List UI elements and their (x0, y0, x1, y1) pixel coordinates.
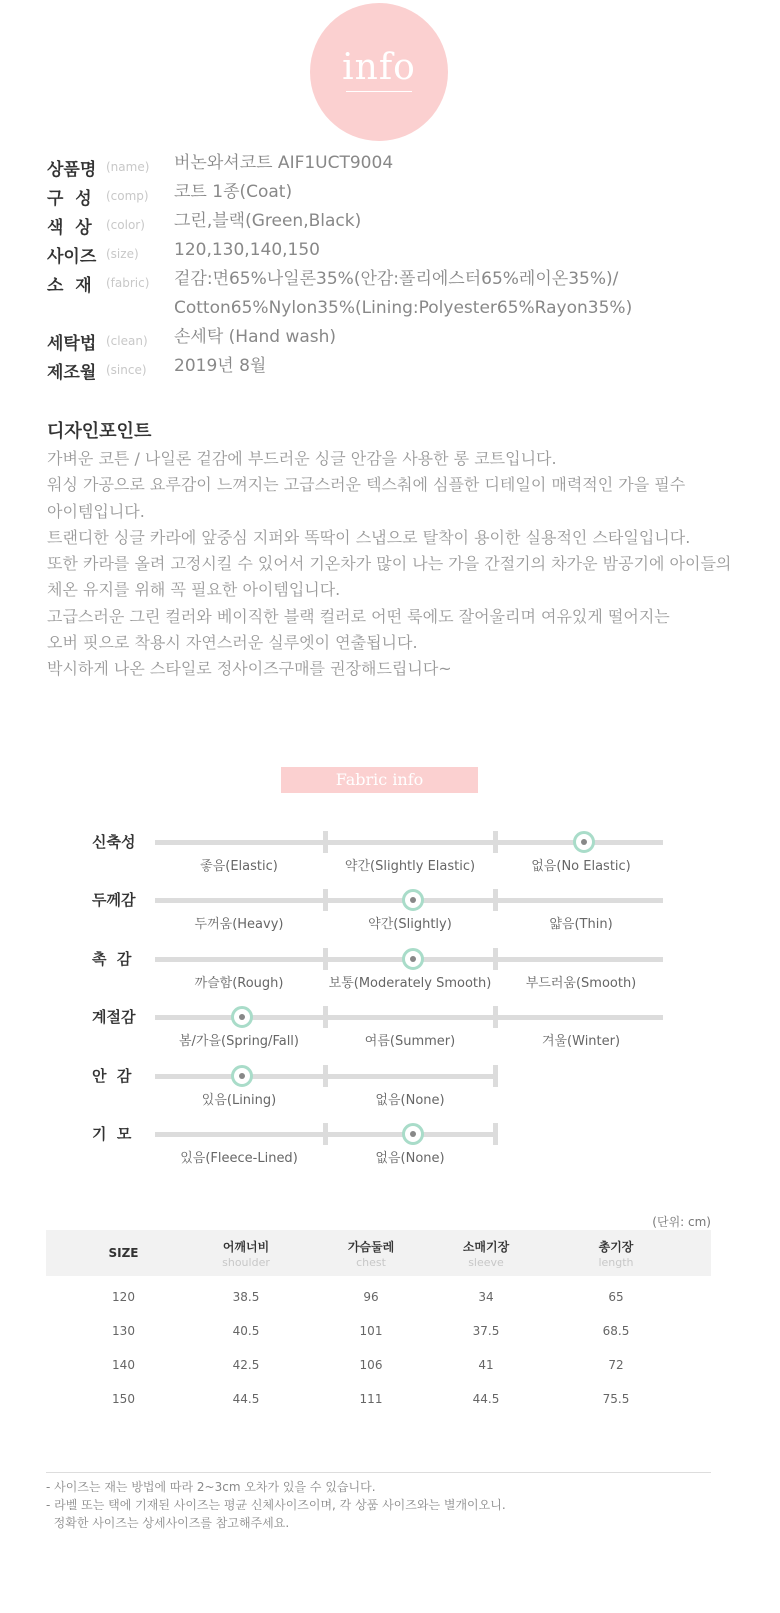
label-since: 제조월 (47, 363, 97, 383)
design-point-body (47, 446, 737, 683)
fabric-selected-marker (573, 831, 595, 853)
design-point-line: 또한 카라를 올려 고정시킬 수 있어서 기온차가 많이 나는 가을 간절기의 차가운 밤공기에 아이들의 (47, 554, 732, 574)
fabric-tick (323, 831, 328, 853)
fabric-tick (493, 889, 498, 911)
cell-chest: 96 (363, 1290, 379, 1304)
fabric-option: 약간(Slightly Elastic) (344, 859, 476, 874)
info-row-color (47, 211, 747, 240)
header-chest-en: chest (356, 1255, 386, 1269)
label-fabric: 소 재 (47, 276, 92, 296)
design-point-line: 박시하게 나온 스타일로 정사이즈구매를 권장해드립니다~ (47, 659, 452, 679)
fabric-option: 없음(None) (375, 1092, 445, 1108)
fabric-option: 있음(Fleece-Lined) (180, 1151, 298, 1166)
header-shoulder (201, 1230, 291, 1276)
cell-sleeve: 34 (478, 1290, 494, 1304)
design-point-line: 워싱 가공으로 요루감이 느껴지는 고급스러운 텍스춰에 심플한 디테일이 매력적인 가을 필수 (47, 475, 686, 495)
value-since: 2019년 8월 (174, 356, 267, 376)
label-size: 사이즈 (47, 247, 97, 267)
fabric-tick (323, 948, 328, 970)
logo-underline (346, 91, 412, 92)
cell-sleeve: 44.5 (472, 1392, 500, 1406)
fabric-row (0, 1125, 780, 1190)
fabric-option: 부드러움(Smooth) (525, 975, 637, 991)
fabric-option: 겨울(Winter) (541, 1034, 621, 1050)
fabric-option: 없음(No Elastic) (531, 859, 631, 874)
label-clean: 세탁법 (47, 334, 97, 354)
fabric-selected-marker (231, 1006, 253, 1028)
fabric-tick (323, 1065, 328, 1087)
value-fabric: 겉감:면65%나일론35%(안감:폴리에스터65%레이온35%)/ (174, 269, 619, 289)
info-row-since (47, 356, 747, 385)
header-length (521, 1230, 711, 1276)
header-length-label: 총기장 (598, 1239, 634, 1254)
table-row (46, 1348, 711, 1382)
table-row (46, 1314, 711, 1348)
label-clean-en: (clean) (106, 334, 148, 348)
cell-shoulder: 38.5 (232, 1290, 260, 1304)
design-point-line: 고급스러운 그린 컬러와 베이직한 블랙 컬러로 어떤 룩에도 잘어울리며 여유있게 떨어지는 (47, 606, 670, 626)
fabric-option: 없음(None) (375, 1151, 445, 1166)
header-size (46, 1230, 201, 1276)
label-since-en: (since) (106, 363, 147, 377)
fabric-tick (493, 948, 498, 970)
fabric-option: 봄/가을(Spring/Fall) (178, 1034, 299, 1050)
design-point-line: 트랜디한 싱글 카라에 앞중심 지퍼와 똑딱이 스냅으로 탈착이 용이한 실용적인 스타일입니다. (47, 527, 691, 547)
cell-chest: 101 (359, 1324, 383, 1338)
label-comp-en: (comp) (106, 189, 149, 203)
value-clean: 손세탁 (Hand wash) (174, 327, 337, 347)
value-name: 버논와셔코트 AIF1UCT9004 (174, 153, 394, 173)
label-color: 색 상 (47, 218, 92, 238)
cell-shoulder: 44.5 (232, 1392, 260, 1406)
product-info (47, 153, 747, 385)
fabric-tick (493, 1065, 498, 1087)
header-chest-label: 가슴둘레 (347, 1239, 395, 1254)
cell-size: 140 (112, 1358, 135, 1372)
note-line: - 라벨 또는 택에 기재된 사이즈는 평균 신체사이즈이며, 각 상품 사이즈와는 별개이오니. (46, 1498, 506, 1512)
note-line: 정확한 사이즈는 상세사이즈를 참고해주세요. (46, 1516, 290, 1530)
cell-size: 150 (112, 1392, 135, 1406)
fabric-option: 좋음(Elastic) (200, 859, 278, 874)
info-row-clean (47, 327, 747, 356)
fabric-row-label: 촉 감 (92, 949, 132, 968)
label-name-en: (name) (106, 160, 150, 174)
header-sleeve-label: 소매기장 (462, 1239, 510, 1254)
fabric-selected-marker (231, 1065, 253, 1087)
value-size: 120,130,140,150 (174, 240, 321, 260)
cell-size: 120 (112, 1290, 135, 1304)
size-unit: (단위: cm) (652, 1215, 711, 1229)
header-shoulder-label: 어깨너비 (222, 1239, 270, 1254)
cell-length: 75.5 (602, 1392, 630, 1406)
fabric-option: 약간(Slightly) (368, 917, 452, 933)
fabric-row-label: 기 모 (92, 1125, 132, 1143)
value-color: 그린,블랙(Green,Black) (174, 211, 362, 231)
header-sleeve (451, 1230, 521, 1276)
header-sleeve-en: sleeve (468, 1255, 504, 1269)
info-row-comp (47, 182, 747, 211)
notes-divider (46, 1472, 711, 1473)
design-point-line: 체온 유지를 위해 꼭 필요한 아이템입니다. (47, 580, 341, 600)
design-point-line: 오버 핏으로 착용시 자연스러운 실루엣이 연출됩니다. (47, 633, 418, 653)
cell-size: 130 (112, 1324, 135, 1338)
cell-length: 72 (608, 1358, 624, 1372)
value-comp: 코트 1종(Coat) (174, 182, 293, 202)
label-fabric-en: (fabric) (106, 276, 150, 290)
cell-chest: 106 (359, 1358, 383, 1372)
fabric-selected-marker (402, 1123, 424, 1145)
design-point-line: 아이템입니다. (47, 501, 145, 521)
fabric-tick (493, 1006, 498, 1028)
fabric-option: 보통(Moderately Smooth) (328, 975, 492, 991)
fabric-tick (493, 1123, 498, 1145)
fabric-tick (323, 889, 328, 911)
logo-text: info (342, 47, 416, 88)
fabric-row-label: 계절감 (92, 1008, 136, 1027)
fabric-option: 여름(Summer) (364, 1034, 456, 1050)
fabric-tick (323, 1123, 328, 1145)
fabric-row-label: 두께감 (92, 891, 136, 910)
value-fabric-en: Cotton65%Nylon35%(Lining:Polyester65%Rayon35%) (174, 298, 633, 318)
label-color-en: (color) (106, 218, 145, 232)
table-row (46, 1276, 711, 1314)
cell-shoulder: 40.5 (232, 1324, 260, 1338)
header-length-en: length (598, 1255, 634, 1269)
fabric-option: 얇음(Thin) (549, 917, 613, 933)
table-row (46, 1382, 711, 1416)
header-chest (291, 1230, 451, 1276)
fabric-selected-marker (402, 948, 424, 970)
info-row-fabric (47, 269, 747, 327)
cell-length: 65 (608, 1290, 624, 1304)
cell-sleeve: 37.5 (472, 1324, 500, 1338)
fabric-tick (493, 831, 498, 853)
header-size-label: SIZE (108, 1246, 139, 1260)
fabric-row-label: 안 감 (92, 1066, 132, 1085)
fabric-info-banner: Fabric info (281, 767, 478, 793)
info-logo (310, 3, 448, 141)
fabric-option: 까슬함(Rough) (194, 975, 284, 991)
label-size-en: (size) (106, 247, 139, 261)
fabric-option: 있음(Lining) (201, 1092, 277, 1108)
fabric-option: 두꺼움(Heavy) (194, 917, 284, 933)
size-notes (46, 1478, 506, 1532)
cell-length: 68.5 (602, 1324, 630, 1338)
label-comp: 구 성 (47, 189, 92, 209)
cell-chest: 111 (359, 1392, 383, 1406)
fabric-tick (323, 1006, 328, 1028)
design-point-title: 디자인포인트 (47, 421, 152, 442)
header-shoulder-en: shoulder (222, 1255, 270, 1269)
design-point-line: 가벼운 코튼 / 나일론 겉감에 부드러운 싱글 안감을 사용한 롱 코트입니다. (47, 449, 557, 468)
size-table-header (46, 1230, 711, 1276)
cell-sleeve: 41 (478, 1358, 494, 1372)
fabric-selected-marker (402, 889, 424, 911)
cell-shoulder: 42.5 (232, 1358, 260, 1372)
info-row-name (47, 153, 747, 182)
label-name: 상품명 (47, 160, 97, 180)
fabric-row-label: 신축성 (92, 833, 136, 851)
note-line: - 사이즈는 재는 방법에 따라 2~3cm 오차가 있을 수 있습니다. (46, 1480, 376, 1494)
size-table (46, 1230, 711, 1416)
